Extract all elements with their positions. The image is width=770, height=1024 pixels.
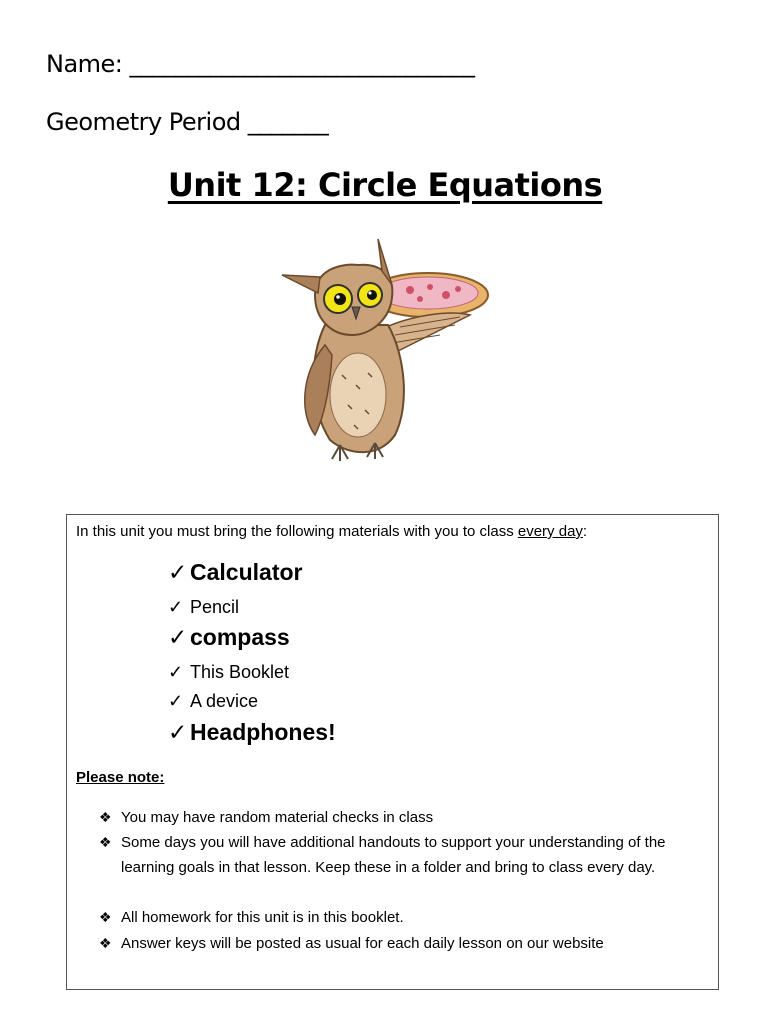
note-text: You may have random material checks in class — [121, 809, 434, 826]
intro-emphasis: every day — [517, 523, 583, 540]
note-text: Answer keys will be posted as usual for each daily lesson on our website — [121, 935, 604, 952]
intro-colon: : — [582, 523, 588, 540]
material-item-calculator — [168, 559, 302, 586]
period-field-label: Geometry Period _______ — [46, 108, 329, 136]
material-item-pencil — [168, 597, 239, 618]
intro-text: In this unit you must bring the following materials with you to class — [76, 523, 518, 540]
diamond-bullet-icon: ❖ — [99, 809, 112, 825]
note-item — [99, 830, 699, 880]
note-text: All homework for this unit is in this booklet. — [121, 909, 404, 926]
material-label: This Booklet — [190, 662, 290, 682]
material-label: compass — [190, 624, 290, 650]
note-text: Some days you will have additional handouts to support your understanding of the learning goals in that lesson. Keep these in a folder and bring to class every day. — [121, 834, 666, 876]
check-icon: ✓ — [168, 719, 188, 745]
material-label: Pencil — [190, 597, 240, 617]
materials-intro — [76, 523, 587, 540]
check-icon: ✓ — [168, 597, 184, 617]
diamond-bullet-icon: ❖ — [99, 909, 112, 925]
material-item-device — [168, 691, 258, 712]
material-label: A device — [190, 691, 259, 711]
owl-pizza-illustration — [270, 235, 500, 467]
page-title: Unit 12: Circle Equations — [167, 166, 603, 204]
check-icon: ✓ — [168, 624, 188, 650]
check-icon: ✓ — [168, 662, 184, 682]
check-icon: ✓ — [168, 559, 188, 585]
material-label: Headphones! — [190, 719, 336, 745]
material-label: Calculator — [190, 559, 303, 585]
check-icon: ✓ — [168, 691, 184, 711]
note-item — [99, 805, 699, 830]
diamond-bullet-icon: ❖ — [99, 834, 112, 850]
material-item-headphones — [168, 719, 336, 746]
note-item — [99, 905, 699, 930]
name-field-label: Name: ______________________________ — [46, 50, 475, 78]
note-item — [99, 931, 699, 956]
diamond-bullet-icon: ❖ — [99, 935, 112, 951]
material-item-compass — [168, 624, 290, 651]
materials-box — [66, 514, 719, 990]
material-item-booklet — [168, 662, 289, 683]
notes-heading: Please note: — [76, 769, 165, 786]
